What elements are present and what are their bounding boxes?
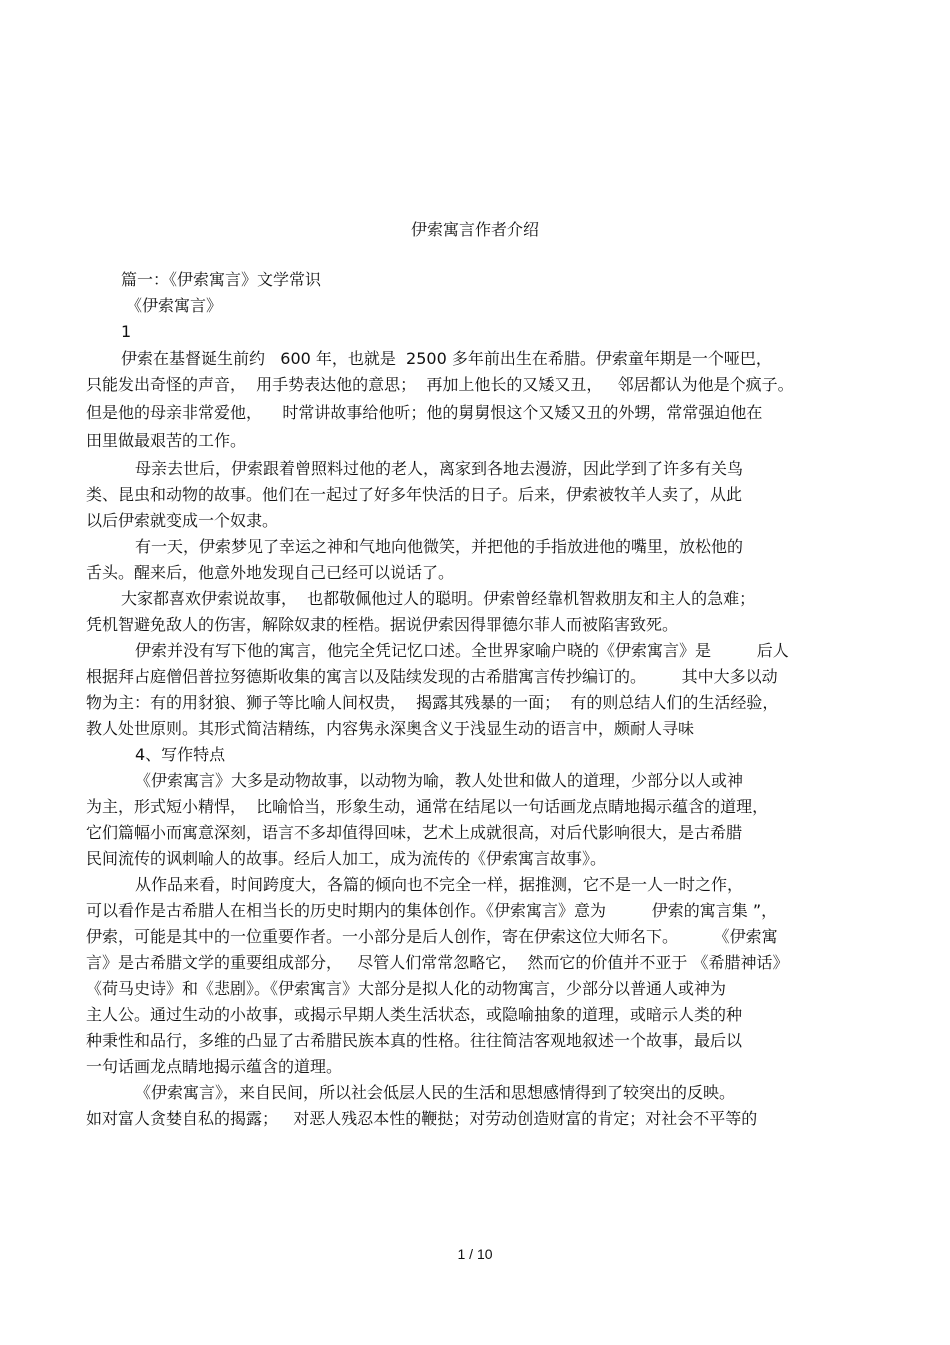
body-line: 为主，形式短小精悍， 比喻恰当，形象生动，通常在结尾以一句话画龙点睛地揭示蕴含的道理， (86, 797, 769, 816)
body-line: 田里做最艰苦的工作。 (86, 431, 247, 450)
body-line: 但是他的母亲非常爱他， 时常讲故事给他听；他的舅舅恨这个又矮又丑的外甥，常常强迫他在 (86, 403, 763, 422)
body-line: 1 (121, 322, 132, 341)
body-line: 教人处世原则。其形式简洁精练，内容隽永深奥含义于浅显生动的语言中，颇耐人寻味 (86, 719, 695, 738)
body-line: 可以看作是古希腊人在相当长的历史时期内的集体创作。《伊索寓言》意为 伊索的寓言集 ”， (86, 901, 778, 920)
body-line: 《伊索寓言》大多是动物故事，以动物为喻，教人处世和做人的道理，少部分以人或神 (135, 771, 744, 790)
body-line: 种秉性和品行，多维的凸显了古希腊民族本真的性格。往往简洁客观地叙述一个故事，最后以 (86, 1031, 743, 1050)
body-line: 一句话画龙点睛地揭示蕴含的道理。 (86, 1057, 343, 1076)
body-line: 凭机智避免敌人的伤害，解除奴隶的桎梏。据说伊索因得罪德尔菲人而被陷害致死。 (86, 615, 679, 634)
body-line: 舌头。醒来后，他意外地发现自己已经可以说话了。 (86, 563, 455, 582)
body-line: 篇一：《伊索寓言》文学常识 (121, 270, 322, 289)
body-line: 有一天，伊索梦见了幸运之神和气地向他微笑，并把他的手指放进他的嘴里，放松他的 (135, 537, 744, 556)
body-line: 从作品来看，时间跨度大，各篇的倾向也不完全一样，据推测，它不是一人一时之作， (135, 875, 744, 894)
body-line: 4、写作特点 (135, 745, 226, 764)
body-line: 《伊索寓言》，来自民间，所以社会低层人民的生活和思想感情得到了较突出的反映。 (135, 1083, 736, 1102)
body-line: 民间流传的讽刺喻人的故事。经后人加工，成为流传的《伊索寓言故事》。 (86, 849, 607, 868)
body-line: 《伊索寓言》 (126, 296, 223, 315)
body-line: 大家都喜欢伊索说故事， 也都敬佩他过人的聪明。伊索曾经靠机智救朋友和主人的急难； (121, 589, 756, 608)
body-line: 物为主：有的用豺狼、狮子等比喻人间权贵， 揭露其残暴的一面； 有的则总结人们的生活经验， (86, 693, 779, 712)
body-line: 《荷马史诗》和《悲剧》。《伊索寓言》大部分是拟人化的动物寓言，少部分以普通人或神为 (86, 979, 727, 998)
page-number: 1 / 10 (457, 1246, 493, 1262)
body-line: 主人公。通过生动的小故事，或揭示早期人类生活状态，或隐喻抽象的道理，或暗示人类的种 (86, 1005, 743, 1024)
body-line: 只能发出奇怪的声音， 用手势表达他的意思； 再加上他长的又矮又丑， 邻居都认为他是个疯子。 (86, 375, 794, 394)
body-line: 它们篇幅小而寓意深刻，语言不多却值得回味，艺术上成就很高，对后代影响很大，是古希腊 (86, 823, 743, 842)
body-line: 如对富人贪婪自私的揭露； 对恶人残忍本性的鞭挞；对劳动创造财富的肯定；对社会不平等的 (86, 1109, 758, 1128)
body-line: 伊索，可能是其中的一位重要作者。一小部分是后人创作，寄在伊索这位大师名下。 《伊索寓 (86, 927, 778, 946)
body-line: 伊索在基督诞生前约 600 年，也就是 2500 多年前出生在希腊。伊索童年期是一个哑巴， (121, 349, 772, 368)
body-line: 母亲去世后，伊索跟着曾照料过他的老人，离家到各地去漫游，因此学到了许多有关鸟 (135, 459, 744, 478)
body-line: 根据拜占庭僧侣普拉努德斯收集的寓言以及陆续发现的古希腊寓言传抄编订的。 其中大多以动 (86, 667, 778, 686)
document-title: 伊索寓言作者介绍 (410, 220, 539, 239)
body-line: 伊索并没有写下他的寓言，他完全凭记忆口述。全世界家喻户晓的《伊索寓言》是 后人 (135, 641, 789, 660)
body-line: 言》是古希腊文学的重要组成部分， 尽管人们常常忽略它， 然而它的价值并不亚于 《希腊神话》 (86, 953, 789, 972)
body-line: 类、昆虫和动物的故事。他们在一起过了好多年快活的日子。后来，伊索被牧羊人卖了，从此 (86, 485, 743, 504)
body-line: 以后伊索就变成一个奴隶。 (86, 511, 279, 530)
